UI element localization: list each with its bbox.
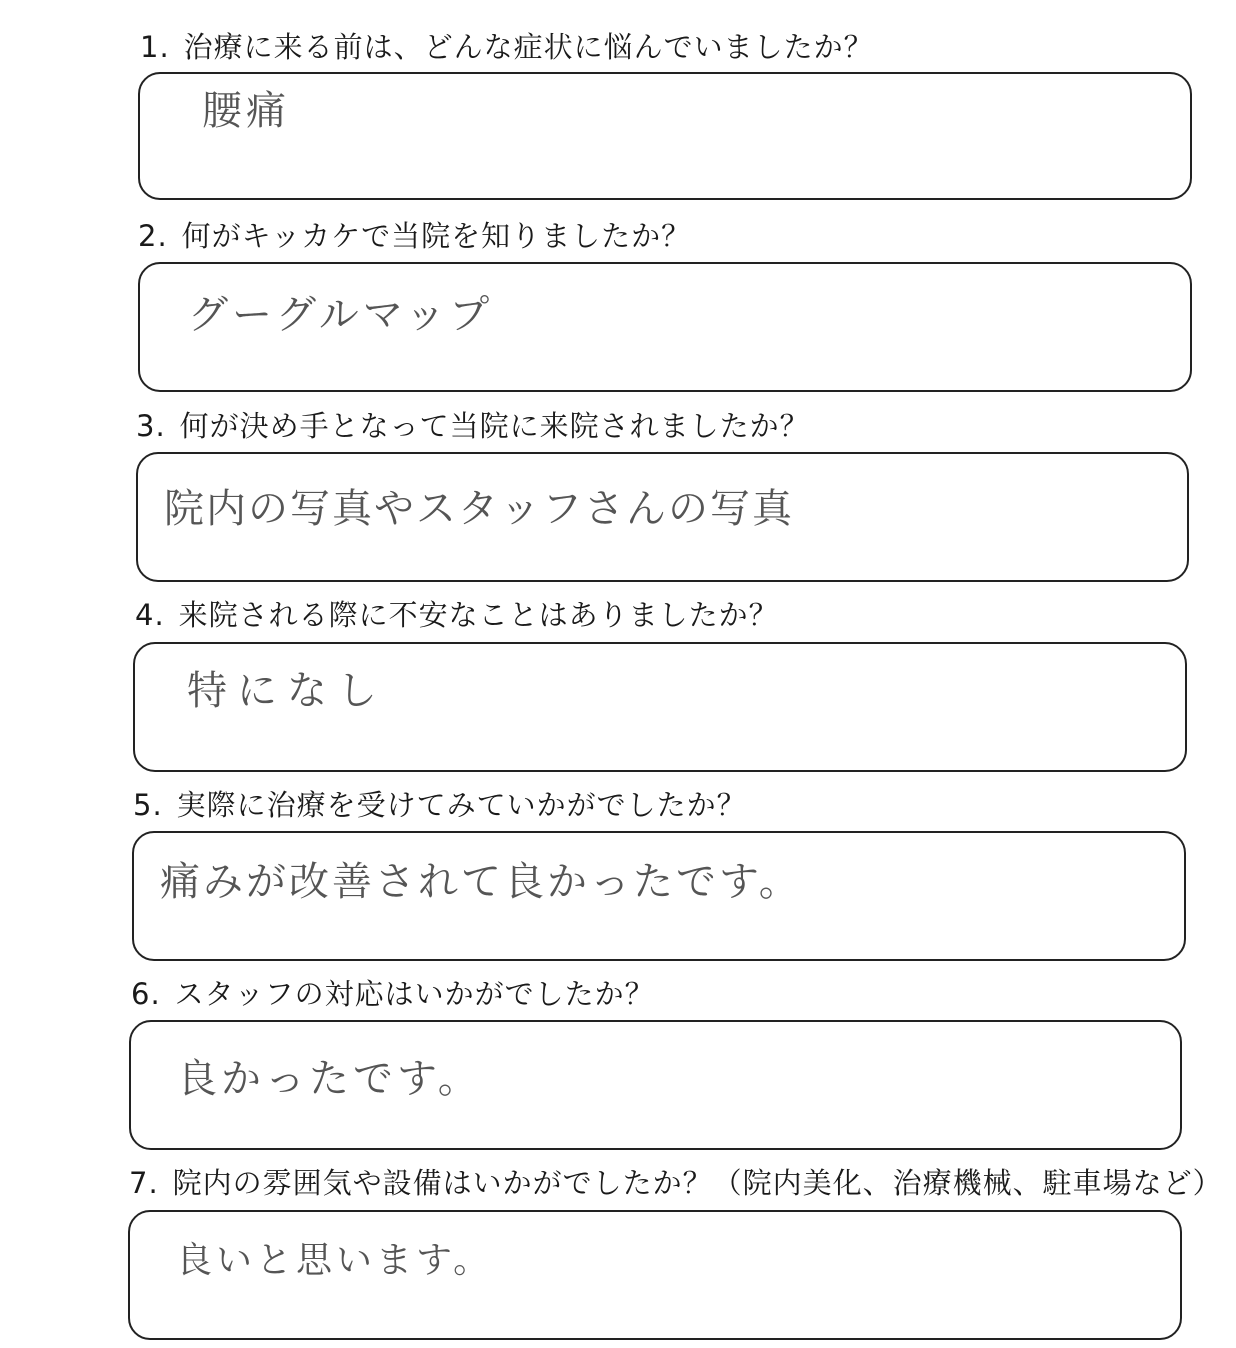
answer-2-handwriting: グーグルマップ [188, 292, 494, 338]
question-5-text: 実際に治療を受けてみていかがでしたか？ [176, 788, 747, 822]
question-6-number: 6. [131, 977, 161, 1011]
answer-4-handwriting: 特になし [187, 668, 387, 714]
question-2-text: 何がキッカケで当院を知りましたか？ [181, 219, 692, 253]
question-3-text: 何が決め手となって当院に来院されましたか？ [179, 409, 810, 443]
question-1-label [140, 30, 874, 64]
question-3-number: 3. [136, 409, 166, 443]
question-1-number: 1. [140, 30, 170, 64]
answer-3-box [136, 452, 1189, 582]
answer-2-box [138, 262, 1192, 392]
question-1-text: 治療に来る前は、どんな症状に悩んでいましたか？ [183, 30, 874, 64]
answer-7-box [128, 1210, 1182, 1340]
answer-1-handwriting: 腰痛 [202, 88, 290, 134]
question-5-number: 5. [133, 788, 163, 822]
question-4-text: 来院される際に不安なことはありましたか？ [178, 598, 779, 632]
question-4-number: 4. [135, 598, 165, 632]
question-7-text: 院内の雰囲気や設備はいかがでしたか？（院内美化、治療機械、駐車場など） [172, 1166, 1223, 1200]
question-2-number: 2. [138, 219, 168, 253]
question-2-label [138, 219, 691, 253]
answer-6-handwriting: 良かったです。 [177, 1056, 482, 1102]
answer-1-box [138, 72, 1192, 200]
answer-5-handwriting: 痛みが改善されて良かったです。 [160, 859, 802, 905]
question-6-label [131, 977, 655, 1011]
answer-6-box [129, 1020, 1182, 1150]
question-3-label [136, 409, 810, 443]
question-7-label [129, 1166, 1223, 1200]
answer-4-box [133, 642, 1187, 772]
question-5-label [133, 788, 747, 822]
question-7-number: 7. [129, 1166, 159, 1200]
question-6-text: スタッフの対応はいかがでしたか？ [174, 977, 655, 1011]
question-4-label [135, 598, 779, 632]
answer-5-box [132, 831, 1186, 961]
answer-7-handwriting: 良いと思います。 [176, 1240, 494, 1281]
answer-3-handwriting: 院内の写真やスタッフさんの写真 [164, 486, 794, 532]
